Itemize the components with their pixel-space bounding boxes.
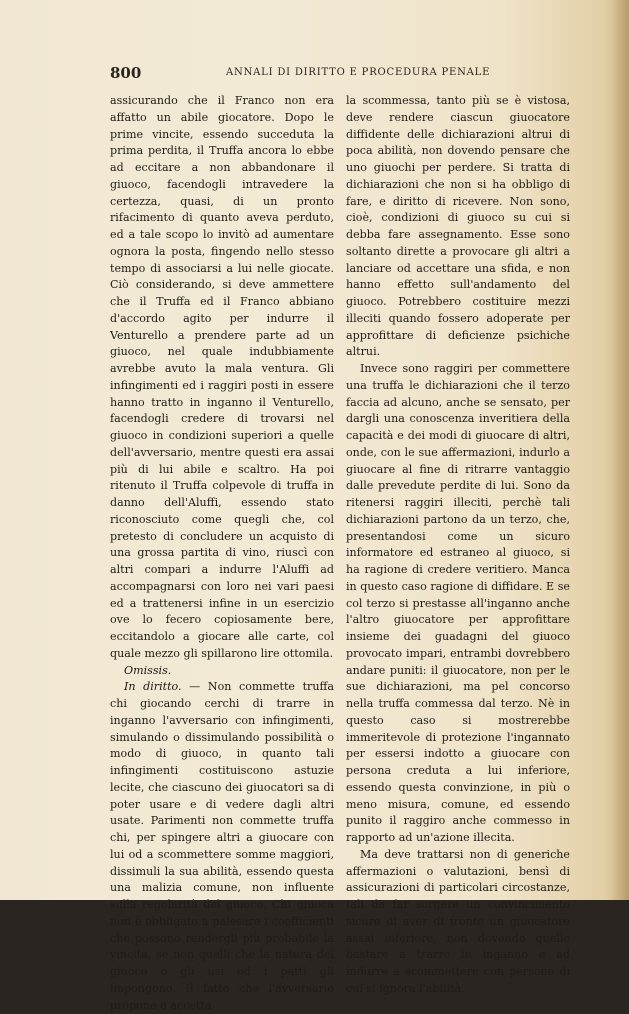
omissis-marker: Omissis. [124, 663, 172, 677]
left-paragraph-2 [110, 679, 334, 1014]
left-column [110, 93, 334, 1014]
in-diritto-label: In diritto. [124, 680, 182, 694]
running-title: ANNALI DI DIRITTO E PROCEDURA PENALE [226, 67, 491, 78]
left-paragraph-1: assicurando che il Franco non era affatto un abile giocatore. Dopo le prime vincite, essendo succeduta la prima perdita, il Truffa ancora lo ebbe ad eccitare a non abbandonare il giuoco, facendogli intravedere la certezza, quasi, di un pronto rifacimento di quanto aveva perduto, ed a tale scopo lo invitò ad aumentare ognora la posta, fingendo nello stesso tempo di associarsi a lui nelle giocate. Ciò considerando, si deve ammettere che il Truffa ed il Franco abbiano d'accordo agito per indurre il Venturello a prendere parte ad un giuoco, nel quale indubbiamente avrebbe avuto la mala ventura. Gli infingimenti ed i raggiri posti in essere hanno tratto in inganno il Venturello, facendogli credere di trovarsi nel giuoco in condizioni superiori a quelle dell'avversario, mentre questi era assai più di lui abile e scaltro. Ha poi ritenuto il Truffa colpevole di truffa in danno dell'Aluffi, essendo stato riconosciuto come quegli che, col pretesto di concludere un acquisto di una grossa partita di vino, riuscì con altri compari a indurre l'Aluffi ad accompagnarsi con loro nei vari paesi ed a trattenersi infine in un esercizio ove lo fecero copiosamente bere, eccitandolo a giocare alle carte, col quale mezzo gli spillarono lire ottomila. [110, 94, 334, 660]
page-number: 800 [110, 64, 142, 82]
right-paragraph-3: Ma deve trattarsi non di generiche affermazioni o valutazioni, bensì di assicurazioni di particolari circostanze, tali da far sorgere un convincimento sicuro di aver di fronte un giuocatore assai inferiore, non dovendo quelle bastare a trarre in inganno e ad indurre a scommettere con persone di cui si ignora l'abilità. [346, 847, 570, 995]
right-column [346, 93, 570, 998]
page-header [110, 64, 570, 84]
left-paragraph-2-text: — Non commette truffa chi giocando cerchi di trarre in inganno l'avversario con infingimenti, simulando o dissimulando possibilità o modo di giuoco, in quanto tali infingimenti costituiscono astuzie lecite, che ciascuno dei giuocatori sa di poter usare e di vedere dagli altri usate. Parimenti non commette truffa chi, per spingere altri a giuocare con lui od a scommettere somme maggiori, dissimuli la sua abilità, essendo questa una malizia comune, non influente sulla regolarità del giuoco. Chi giuoca non è obbligato a palesare i coefficienti che possono rendergli più probabile la vincita, se non quelli che la natura del giuoco o gli usi od i patti gli impongono. Il fatto che l'avversario propone o accetta [110, 680, 334, 1012]
right-paragraph-1: la scommessa, tanto più se è vistosa, deve rendere ciascun giuocatore diffidente delle dichiarazioni altrui di poca abilità, non dovendo pensare che uno giuochi per perdere. Si tratta di dichiarazioni che non si ha obbligo di fare, e diritto di ricevere. Non sono, cioè, condizioni di giuoco su cui si debba fare assegnamento. Esse sono soltanto dirette a provocare gli altri a lanciare od accettare una sfida, e non hanno effetto sull'andamento del giuoco. Potrebbero costituire mezzi illeciti quando fossero adoperate per approfittare di deficienze psichiche altrui. [346, 94, 570, 359]
right-paragraph-2: Invece sono raggiri per commettere una truffa le dichiarazioni che il terzo faccia ad alcuno, anche se sensato, per dargli una conoscenza inveritiera della capacità e dei modi di giuocare di altri, onde, con le sue affermazioni, indurlo a giuocare al fine di ritrarre vantaggio dalle prevedute perdite di lui. Sono da ritenersi raggiri illeciti, perchè tali dichiarazioni partono da un terzo, che, presentandosi come un sicuro informatore ed estraneo al giuoco, si ha ragione di credere veritiero. Manca in questo caso ragione di diffidare. E se col terzo si prestasse all'inganno anche l'altro giuocatore per approfittare insieme dei guadagni del giuoco provocato impari, entrambi dovrebbero andare puniti: il giuocatore, non per le sue dichiarazioni, ma pel concorso nella truffa commessa dal terzo. Nè in questo caso si mostrerebbe immeritevole di protezione l'ingannato per essersi indotto a giuocare con persona creduta a lui inferiore, essendo questa convinzione, in più o meno misura, comune, ed essendo punito il raggiro anche commesso in rapporto ad un'azione illecita. [346, 362, 570, 844]
